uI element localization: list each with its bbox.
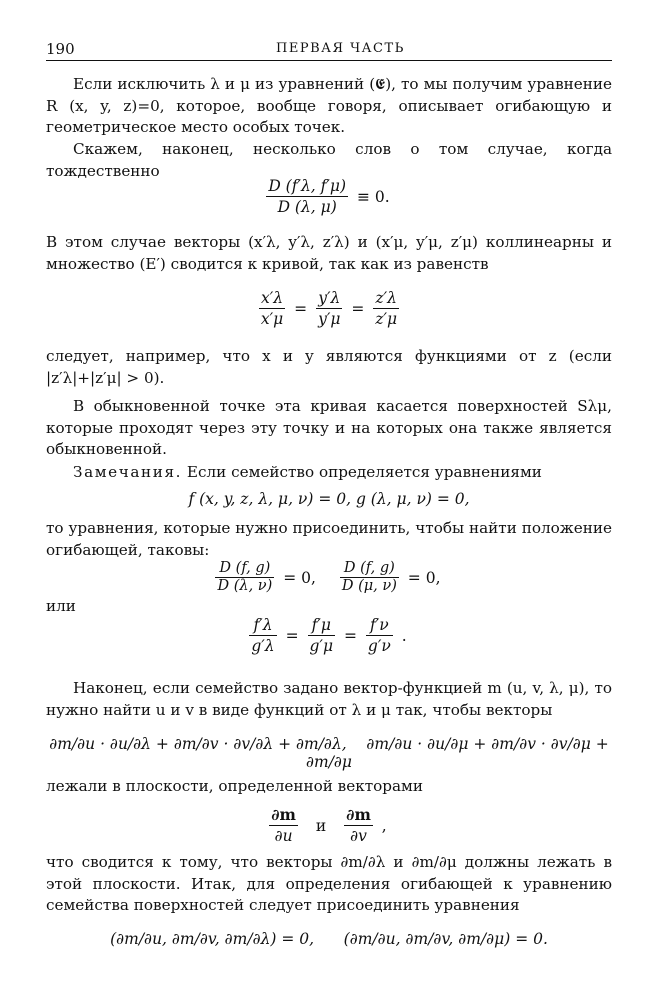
- equation-jacobian: [46, 176, 612, 217]
- deriv-ratio-lambda: [249, 615, 276, 656]
- ratio-x-num: x′λ: [259, 288, 285, 309]
- jacobian-numerator: D (f′λ, f′μ): [268, 177, 347, 195]
- vector-lambda-expr: ∂m/∂u · ∂u/∂λ + ∂m/∂v · ∂v/∂λ + ∂m/∂λ,: [49, 735, 347, 753]
- identity-zero: ≡ 0.: [356, 187, 390, 206]
- deriv-ratio-nu: [366, 615, 393, 656]
- drm-den: g′μ: [309, 637, 334, 655]
- jacobian-lambda-nu: [215, 560, 274, 595]
- equals-sign: =: [285, 626, 299, 645]
- paragraph-7: то уравнения, которые нужно присоединить, чтобы найти положение огибающей, таковы:: [46, 519, 612, 559]
- jacobian-fraction: [266, 176, 348, 217]
- jmn-den: D (μ, ν): [341, 578, 397, 594]
- paragraph-1: Если исключить λ и μ из уравнений (𝕰), то мы получим уравнение R (x, y, z)=0, которое, вообще говоря, описывает огибающую и геометрическое место особых точек.: [46, 75, 612, 136]
- comma: ,: [381, 816, 387, 835]
- paragraph-11: что сводится к тому, что векторы ∂m/∂λ и ∂m/∂μ должны лежать в этой плоскости. Итак, для определения огибающей к уравнению семейства поверхностей следует присоединить уравнения: [46, 853, 612, 914]
- remarks-text: Если семейство определяется уравнениями: [186, 463, 542, 481]
- running-title: ПЕРВАЯ ЧАСТЬ: [276, 41, 405, 56]
- paragraph-3: В этом случае векторы (x′λ, y′λ, z′λ) и (x′μ, y′μ, z′μ) коллинеарны и множество (E′) сводится к кривой, так как из равенств: [46, 233, 612, 273]
- dm-du-num: ∂m: [271, 805, 296, 824]
- dm-dv-fraction: [344, 805, 373, 846]
- equation-basis-vectors: [46, 805, 612, 846]
- triple-product-mu: (∂m/∂u, ∂m/∂v, ∂m/∂μ) = 0.: [343, 930, 548, 948]
- vector-mu-expr: ∂m/∂u · ∂u/∂μ + ∂m/∂v · ∂v/∂μ + ∂m/∂μ: [305, 735, 609, 771]
- ratio-y-den: y′μ: [318, 310, 341, 328]
- remarks-heading: Замечания.: [73, 463, 183, 481]
- ratio-y: [316, 288, 342, 329]
- equation-family: f (x, y, z, λ, μ, ν) = 0, g (λ, μ, ν) = 0,: [188, 490, 470, 508]
- drn-num: f′ν: [366, 615, 393, 636]
- dm-dv-num: ∂m: [346, 805, 371, 824]
- period: .: [401, 626, 407, 645]
- equation-jacobians: [46, 560, 612, 595]
- dm-du-fraction: [269, 805, 298, 846]
- ratio-z: [373, 288, 399, 329]
- paragraph-2: Скажем, наконец, несколько слов о том случае, когда тождественно: [46, 140, 612, 180]
- jln-rhs: = 0,: [283, 568, 316, 587]
- jmn-num: D (f, g): [340, 560, 399, 578]
- ratio-z-den: z′μ: [375, 310, 398, 328]
- page-number: 190: [46, 40, 75, 58]
- equation-derivative-ratios: [46, 615, 612, 656]
- ratio-x-den: x′μ: [260, 310, 284, 328]
- conjunction-and: и: [315, 816, 327, 835]
- paragraph-5: В обыкновенной точке эта кривая касается поверхностей Sλμ, которые проходят через эту точку и на которых она также является обыкновенной.: [46, 397, 612, 458]
- equals-sign: =: [351, 299, 365, 318]
- paragraph-10: лежали в плоскости, определенной векторами: [46, 777, 423, 795]
- drl-num: f′λ: [249, 615, 276, 636]
- drm-num: f′μ: [308, 615, 336, 636]
- jln-den: D (λ, ν): [217, 578, 273, 594]
- jln-num: D (f, g): [215, 560, 274, 578]
- drl-den: g′λ: [251, 637, 275, 655]
- jacobian-mu-nu: [340, 560, 399, 595]
- equation-triple-products: [46, 930, 612, 948]
- triple-product-lambda: (∂m/∂u, ∂m/∂v, ∂m/∂λ) = 0,: [110, 930, 315, 948]
- page-header: [46, 40, 612, 60]
- paragraph-4: следует, например, что x и y являются функциями от z (если |z′λ|+|z′μ| > 0).: [46, 347, 612, 387]
- ratio-z-num: z′λ: [373, 288, 399, 309]
- equals-sign: =: [294, 299, 308, 318]
- equation-vectors: [46, 735, 612, 771]
- drn-den: g′ν: [367, 637, 391, 655]
- deriv-ratio-mu: [308, 615, 336, 656]
- ratio-y-num: y′λ: [316, 288, 342, 309]
- dm-du-den: ∂u: [274, 827, 293, 845]
- header-rule: [46, 60, 612, 61]
- jacobian-denominator: D (λ, μ): [277, 198, 337, 216]
- paragraph-or: или: [46, 597, 76, 615]
- paragraph-remarks: [46, 462, 612, 484]
- dm-dv-den: ∂v: [350, 827, 367, 845]
- ratio-x: [259, 288, 285, 329]
- equation-ratios: [46, 288, 612, 329]
- paragraph-9: Наконец, если семейство задано вектор-функцией m (u, v, λ, μ), то нужно найти u и v в виде функций от λ и μ так, чтобы векторы: [46, 679, 612, 719]
- equals-sign: =: [343, 626, 357, 645]
- jmn-rhs: = 0,: [407, 568, 441, 587]
